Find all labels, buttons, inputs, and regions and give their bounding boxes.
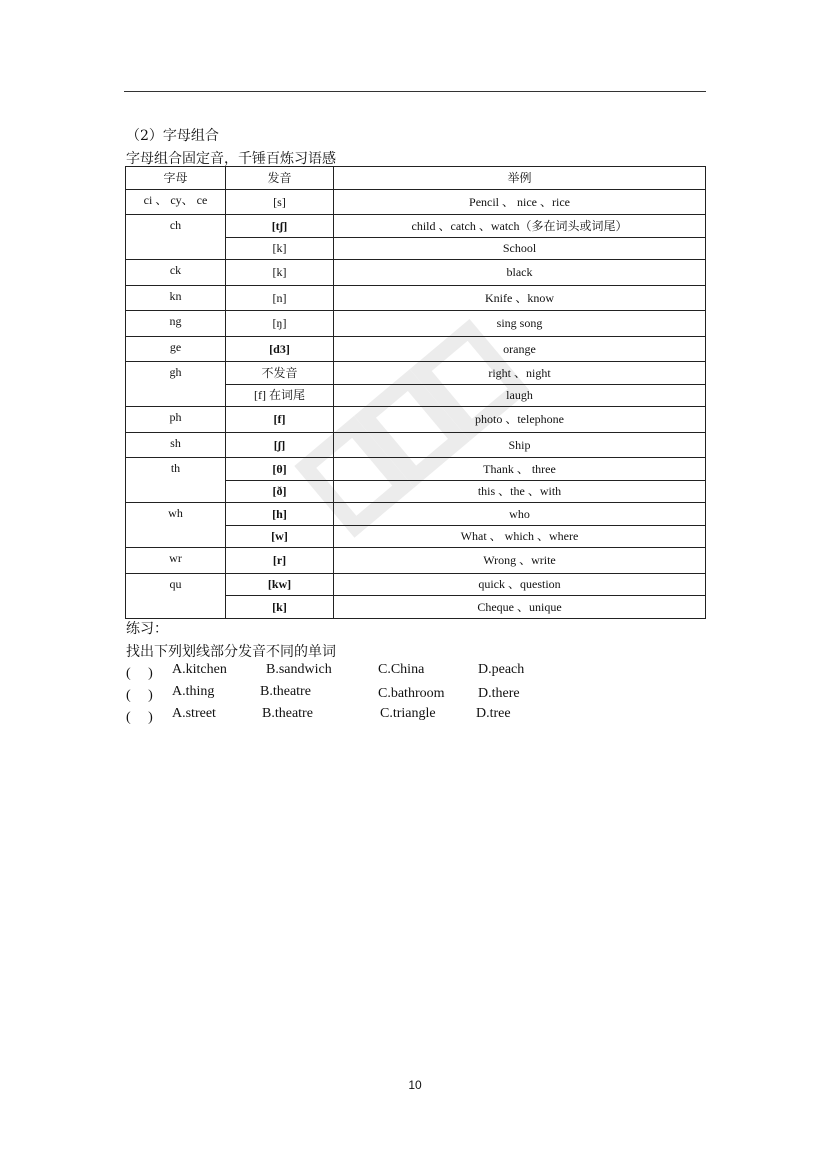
pronunciation: [d3] xyxy=(226,336,334,362)
pronunciation: [θ] xyxy=(226,458,334,481)
option-c: C.China xyxy=(378,662,425,677)
table-header-row xyxy=(126,167,706,190)
answer-blank[interactable]: ( ) xyxy=(126,688,153,703)
letter-combination: ng xyxy=(126,311,226,337)
pronunciation: [tʃ] xyxy=(226,215,334,238)
option-d: D.peach xyxy=(478,662,525,677)
option-c: C.triangle xyxy=(380,706,436,721)
example-words: child 、catch 、watch（多在词头或词尾） xyxy=(334,215,706,238)
table-row xyxy=(126,362,706,385)
example-words: sing song xyxy=(334,311,706,337)
header-example: 举例 xyxy=(334,167,706,190)
letter-combination: qu xyxy=(126,573,226,618)
practice-instruction: 找出下列划线部分发音不同的单词 xyxy=(126,644,336,660)
table-row xyxy=(126,503,706,526)
pronunciation: [ŋ] xyxy=(226,311,334,337)
pronunciation: [k] xyxy=(226,260,334,286)
table-row xyxy=(126,311,706,337)
pronunciation: [h] xyxy=(226,503,334,526)
pronunciation: [k] xyxy=(226,596,334,619)
example-words: who xyxy=(334,503,706,526)
pronunciation: [ð] xyxy=(226,480,334,503)
table-row xyxy=(126,189,706,215)
table-row xyxy=(126,548,706,574)
section-subtitle: 字母组合固定音，千锤百炼习语感 xyxy=(126,151,336,167)
letter-combination: wr xyxy=(126,548,226,574)
option-b: B.theatre xyxy=(260,684,311,699)
letter-combination: gh xyxy=(126,362,226,407)
letter-combination: wh xyxy=(126,503,226,548)
example-words: this 、the 、with xyxy=(334,480,706,503)
header-letters: 字母 xyxy=(126,167,226,190)
letter-combination: kn xyxy=(126,285,226,311)
practice-title: 练习： xyxy=(126,621,168,637)
table-row xyxy=(126,407,706,433)
example-words: Ship xyxy=(334,432,706,458)
answer-blank[interactable]: ( ) xyxy=(126,666,153,681)
letter-combination: ci 、 cy、 ce xyxy=(126,189,226,215)
phonics-table xyxy=(125,166,706,619)
option-c: C.bathroom xyxy=(378,686,445,701)
table-row xyxy=(126,573,706,596)
example-words: Cheque 、unique xyxy=(334,596,706,619)
letter-combination: th xyxy=(126,458,226,503)
example-words: photo 、telephone xyxy=(334,407,706,433)
example-words: right 、night xyxy=(334,362,706,385)
example-words: Thank 、 three xyxy=(334,458,706,481)
table-row xyxy=(126,432,706,458)
option-a: A.street xyxy=(172,706,216,721)
example-words: Wrong 、write xyxy=(334,548,706,574)
pronunciation: [r] xyxy=(226,548,334,574)
letter-combination: ph xyxy=(126,407,226,433)
example-words: Pencil 、 nice 、rice xyxy=(334,189,706,215)
example-words: quick 、question xyxy=(334,573,706,596)
letter-combination: ge xyxy=(126,336,226,362)
table-row xyxy=(126,215,706,238)
option-d: D.there xyxy=(478,686,520,701)
example-words: What 、 which 、where xyxy=(334,525,706,548)
table-row xyxy=(126,458,706,481)
example-words: orange xyxy=(334,336,706,362)
example-words: black xyxy=(334,260,706,286)
example-words: School xyxy=(334,237,706,260)
example-words: Knife 、know xyxy=(334,285,706,311)
letter-combination: sh xyxy=(126,432,226,458)
example-words: laugh xyxy=(334,384,706,407)
option-d: D.tree xyxy=(476,706,511,721)
letter-combination: ch xyxy=(126,215,226,260)
pronunciation: [f] 在词尾 xyxy=(226,384,334,407)
pronunciation: [kw] xyxy=(226,573,334,596)
table-row xyxy=(126,260,706,286)
option-a: A.kitchen xyxy=(172,662,227,677)
pronunciation: 不发音 xyxy=(226,362,334,385)
table-row xyxy=(126,336,706,362)
pronunciation: [w] xyxy=(226,525,334,548)
pronunciation: [k] xyxy=(226,237,334,260)
pronunciation: [f] xyxy=(226,407,334,433)
option-b: B.theatre xyxy=(262,706,313,721)
page-number: 10 xyxy=(408,1078,422,1092)
letter-combination: ck xyxy=(126,260,226,286)
option-b: B.sandwich xyxy=(266,662,332,677)
pronunciation: [ʃ] xyxy=(226,432,334,458)
pronunciation: [n] xyxy=(226,285,334,311)
answer-blank[interactable]: ( ) xyxy=(126,710,153,725)
pronunciation: [s] xyxy=(226,189,334,215)
option-a: A.thing xyxy=(172,684,215,699)
section-title: （2）字母组合 xyxy=(126,128,219,144)
header-rule xyxy=(124,91,706,92)
table-row xyxy=(126,285,706,311)
header-sound: 发音 xyxy=(226,167,334,190)
